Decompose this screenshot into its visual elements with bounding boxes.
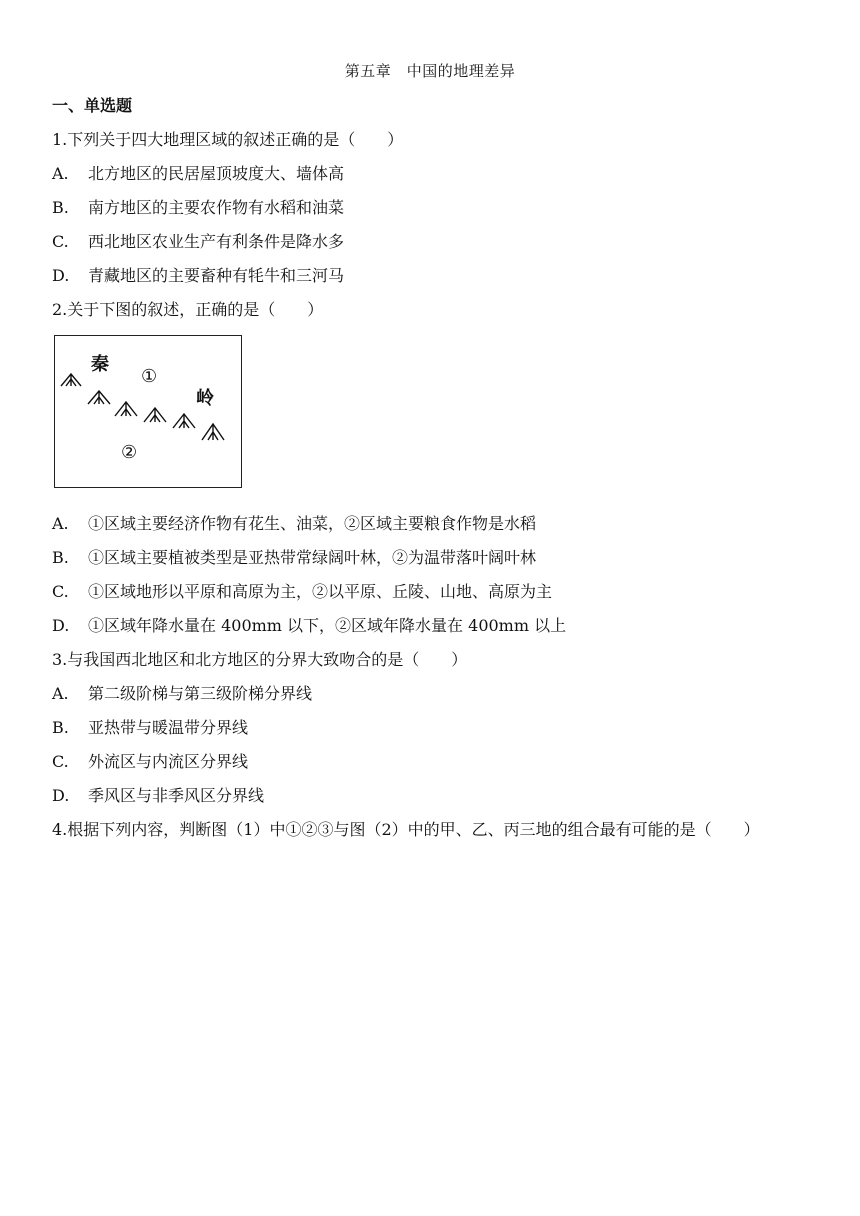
question-4-stem: 4.根据下列内容，判断图（1）中①②③与图（2）中的甲、乙、丙三地的组合最有可能的是（ ） [52, 820, 760, 839]
option-letter: B. [52, 548, 69, 567]
mountain-icon [61, 374, 81, 386]
option-letter: D. [52, 616, 70, 635]
question-1-option-a [52, 161, 344, 184]
label-qin: 秦 [91, 354, 109, 375]
option-text: ①区域地形以平原和高原为主，②以平原、丘陵、山地、高原为主 [88, 582, 553, 601]
mountain-icon [144, 408, 166, 422]
region-1-marker: ① [141, 366, 158, 387]
question-3-option-b [52, 715, 248, 738]
question-1-option-c [52, 229, 344, 252]
option-text: 南方地区的主要农作物有水稻和油菜 [88, 198, 345, 217]
qinling-figure [54, 335, 242, 488]
option-text: 亚热带与暖温带分界线 [88, 718, 249, 737]
question-2-stem: 2.关于下图的叙述，正确的是（ ） [52, 300, 324, 319]
option-letter: C. [52, 752, 69, 771]
question-1-stem: 1.下列关于四大地理区域的叙述正确的是（ ） [52, 130, 404, 149]
option-letter: B. [52, 198, 69, 217]
option-letter: A. [52, 514, 69, 533]
question-3-stem: 3.与我国西北地区和北方地区的分界大致吻合的是（ ） [52, 650, 468, 669]
chapter-title: 第五章 中国的地理差异 [344, 62, 516, 80]
section-heading: 一、单选题 [52, 96, 133, 115]
question-3-option-d [52, 783, 264, 806]
mountain-icon [88, 391, 110, 404]
question-2-option-c [52, 579, 552, 602]
option-letter: A. [52, 164, 69, 183]
option-text: 北方地区的民居屋顶坡度大、墙体高 [88, 164, 345, 183]
mountain-icon [202, 424, 224, 440]
option-text: 第二级阶梯与第三级阶梯分界线 [88, 684, 313, 703]
question-2-option-d [52, 613, 566, 636]
option-letter: C. [52, 232, 69, 251]
mountain-icon [173, 414, 195, 428]
label-ling: 岭 [196, 388, 214, 409]
option-text: ①区域主要经济作物有花生、油菜，②区域主要粮食作物是水稻 [88, 514, 537, 533]
option-letter: D. [52, 266, 70, 285]
option-letter: D. [52, 786, 70, 805]
region-2-marker: ② [121, 442, 138, 463]
option-text: 外流区与内流区分界线 [88, 752, 249, 771]
option-letter: A. [52, 684, 69, 703]
option-letter: B. [52, 718, 69, 737]
question-1-option-d [52, 263, 344, 286]
option-text: ①区域年降水量在 400mm 以下，②区域年降水量在 400mm 以上 [88, 616, 567, 635]
option-text: 季风区与非季风区分界线 [88, 786, 265, 805]
question-2-option-b [52, 545, 536, 568]
option-letter: C. [52, 582, 69, 601]
question-3-option-a [52, 681, 312, 704]
question-1-option-b [52, 195, 344, 218]
question-2-option-a [52, 511, 536, 534]
option-text: ①区域主要植被类型是亚热带常绿阔叶林，②为温带落叶阔叶林 [88, 548, 537, 567]
question-3-option-c [52, 749, 248, 772]
option-text: 青藏地区的主要畜种有牦牛和三河马 [88, 266, 345, 285]
mountain-icon [115, 402, 137, 416]
option-text: 西北地区农业生产有利条件是降水多 [88, 232, 345, 251]
mountain-range-drawing [55, 336, 241, 487]
